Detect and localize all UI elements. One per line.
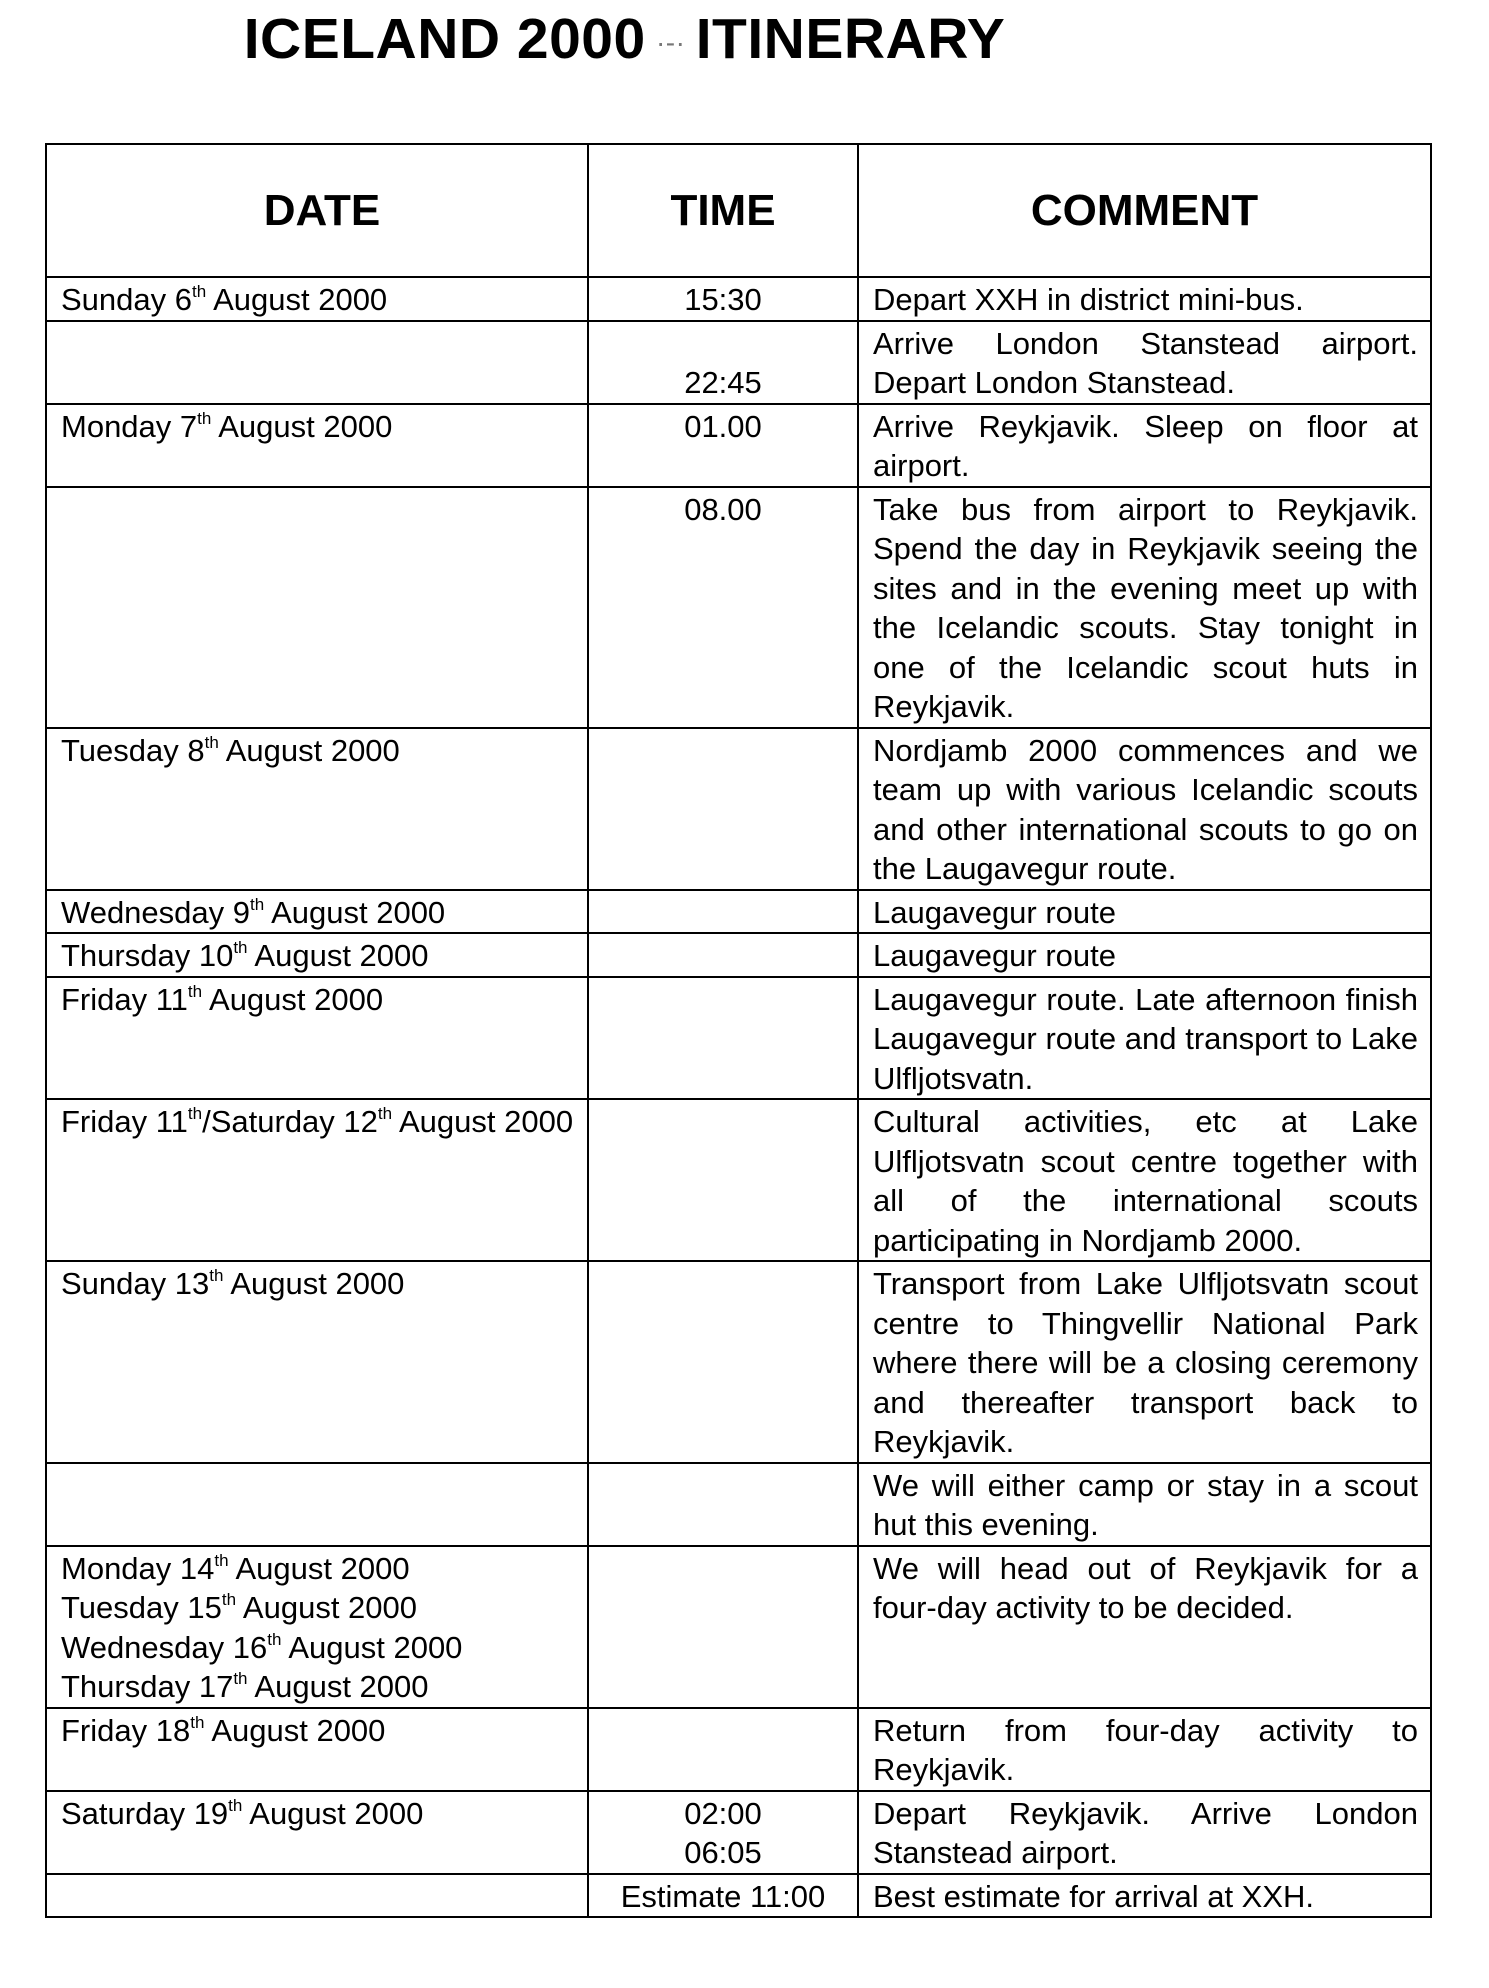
ordinal-suffix: th bbox=[221, 1590, 237, 1609]
table-row bbox=[46, 1874, 1431, 1918]
comment-cell: Arrive London Stanstead airport. Depart London Stanstead. bbox=[858, 321, 1431, 404]
time-text: 02:00 bbox=[684, 1795, 762, 1831]
table-row bbox=[46, 1708, 1431, 1791]
date-text bbox=[61, 1264, 575, 1304]
table-row bbox=[46, 1791, 1431, 1874]
comment-cell: Take bus from airport to Reykjavik. Spend the day in Reykjavik seeing the sites and in the evening meet up with the Icelandic scouts. Stay tonight in one of the Icelandic scout huts in Reykjavik. bbox=[858, 487, 1431, 728]
ordinal-suffix: th bbox=[233, 1669, 248, 1688]
date-text bbox=[61, 936, 575, 976]
time-cell bbox=[588, 933, 858, 977]
table-row bbox=[46, 728, 1431, 890]
time-cell bbox=[588, 277, 858, 321]
table-row bbox=[46, 487, 1431, 728]
date-text bbox=[61, 407, 575, 447]
date-fragment: August 2000 bbox=[202, 981, 384, 1017]
date-fragment: Sunday 13 bbox=[61, 1266, 210, 1301]
date-cell bbox=[46, 977, 588, 1100]
date-column-header: DATE bbox=[46, 144, 588, 277]
ordinal-suffix: th bbox=[214, 1550, 229, 1570]
title-left: ICELAND 200 bbox=[243, 7, 614, 71]
date-fragment: August 2000 bbox=[281, 1629, 463, 1665]
time-column-header: TIME bbox=[588, 144, 858, 277]
time-cell bbox=[588, 1261, 858, 1463]
date-fragment: Thursday 17 bbox=[61, 1669, 234, 1704]
time-text: 06:05 bbox=[684, 1835, 762, 1870]
time-cell bbox=[588, 1874, 858, 1918]
time-cell bbox=[588, 404, 858, 487]
date-cell bbox=[46, 277, 588, 321]
date-fragment: Friday 11 bbox=[61, 981, 188, 1017]
date-cell bbox=[46, 321, 588, 404]
ordinal-suffix: th bbox=[204, 732, 219, 752]
table-row bbox=[46, 1463, 1431, 1546]
time-text bbox=[593, 324, 853, 364]
date-cell bbox=[46, 1791, 588, 1874]
itinerary-body bbox=[46, 277, 1431, 1917]
table-row bbox=[46, 1099, 1431, 1261]
date-cell bbox=[46, 1463, 588, 1546]
date-cell bbox=[46, 933, 588, 977]
date-cell bbox=[46, 728, 588, 890]
date-text bbox=[61, 1667, 575, 1707]
date-cell bbox=[46, 1261, 588, 1463]
ordinal-suffix: th bbox=[228, 1795, 243, 1815]
date-fragment: August 2000 bbox=[236, 1590, 418, 1625]
time-text: 08.00 bbox=[684, 491, 762, 527]
comment-cell: Laugavegur route bbox=[858, 933, 1431, 977]
date-text bbox=[61, 893, 575, 933]
ordinal-suffix: th bbox=[187, 981, 203, 1001]
ordinal-suffix: th bbox=[187, 1104, 203, 1123]
date-text bbox=[61, 731, 575, 771]
date-text bbox=[61, 1711, 575, 1751]
table-row bbox=[46, 321, 1431, 404]
time-text: Estimate 11:00 bbox=[620, 1878, 826, 1914]
time-cell bbox=[588, 321, 858, 404]
date-cell bbox=[46, 1708, 588, 1791]
date-fragment: Tuesday 15 bbox=[61, 1590, 222, 1625]
table-row bbox=[46, 933, 1431, 977]
comment-column-header: COMMENT bbox=[858, 144, 1431, 277]
ordinal-suffix: th bbox=[233, 938, 248, 957]
date-cell bbox=[46, 404, 588, 487]
ordinal-suffix: th bbox=[197, 408, 212, 428]
date-text bbox=[61, 1628, 575, 1668]
ink-smudge-icon: ·-· bbox=[655, 26, 686, 58]
comment-cell: Nordjamb 2000 commences and we team up with various Icelandic scouts and other international scouts to go on the Laugavegur route. bbox=[858, 728, 1431, 890]
comment-cell: Arrive Reykjavik. Sleep on floor at airport. bbox=[858, 404, 1431, 487]
table-row bbox=[46, 404, 1431, 487]
time-cell bbox=[588, 1791, 858, 1874]
time-cell bbox=[588, 1708, 858, 1791]
date-fragment: Friday 18 bbox=[61, 1712, 191, 1748]
date-cell bbox=[46, 1099, 588, 1261]
page-title bbox=[0, 6, 1369, 72]
date-cell bbox=[46, 487, 588, 728]
date-fragment: August 2000 bbox=[247, 1669, 429, 1704]
time-text: 01.00 bbox=[684, 408, 762, 444]
time-cell bbox=[588, 977, 858, 1100]
date-fragment: August 2000 bbox=[204, 1712, 386, 1748]
date-fragment: Thursday 10 bbox=[61, 938, 234, 973]
table-row bbox=[46, 1546, 1431, 1708]
date-cell bbox=[46, 1546, 588, 1708]
time-cell bbox=[588, 728, 858, 890]
date-cell bbox=[46, 1874, 588, 1918]
table-row bbox=[46, 977, 1431, 1100]
comment-cell: Return from four-day activity to Reykjavik. bbox=[858, 1708, 1431, 1791]
date-fragment: Saturday 19 bbox=[61, 1795, 229, 1831]
time-text: 15:30 bbox=[684, 282, 762, 317]
comment-cell: We will head out of Reykjavik for a four-day activity to be decided. bbox=[858, 1546, 1431, 1708]
table-row bbox=[46, 1261, 1431, 1463]
date-fragment: August 2000 bbox=[206, 282, 388, 317]
date-fragment: August 2000 bbox=[211, 408, 393, 444]
time-cell bbox=[588, 1546, 858, 1708]
date-fragment: Sunday 6 bbox=[61, 282, 192, 317]
time-text: 22:45 bbox=[684, 365, 762, 400]
itinerary-table bbox=[45, 143, 1432, 1918]
comment-cell: Laugavegur route bbox=[858, 890, 1431, 934]
time-cell bbox=[588, 487, 858, 728]
date-text bbox=[61, 1588, 575, 1628]
date-text bbox=[61, 980, 575, 1020]
date-cell bbox=[46, 890, 588, 934]
date-text bbox=[61, 1794, 575, 1834]
ordinal-suffix: th bbox=[267, 1629, 282, 1649]
table-row bbox=[46, 277, 1431, 321]
date-text bbox=[61, 1549, 575, 1589]
comment-cell: Laugavegur route. Late afternoon finish Laugavegur route and transport to Lake Ulfljotsvatn. bbox=[858, 977, 1431, 1100]
time-cell bbox=[588, 1463, 858, 1546]
title-right: ITINERARY bbox=[695, 7, 1006, 71]
date-fragment: Tuesday 8 bbox=[61, 732, 205, 768]
ordinal-suffix: th bbox=[192, 282, 207, 301]
date-fragment: Wednesday 9 bbox=[61, 894, 250, 930]
date-text bbox=[61, 1102, 575, 1142]
date-fragment: August 2000 bbox=[242, 1795, 424, 1831]
comment-cell: Transport from Lake Ulfljotsvatn scout centre to Thingvellir National Park where there will be a closing ceremony and thereafter transport back to Reykjavik. bbox=[858, 1261, 1431, 1463]
date-fragment: Friday 11 bbox=[61, 1104, 188, 1139]
ordinal-suffix: th bbox=[190, 1712, 205, 1732]
date-fragment: August 2000 bbox=[392, 1104, 574, 1139]
date-text bbox=[61, 280, 575, 320]
ordinal-suffix: th bbox=[209, 1266, 224, 1285]
comment-cell: Depart Reykjavik. Arrive London Stanstead airport. bbox=[858, 1791, 1431, 1874]
comment-cell: We will either camp or stay in a scout hut this evening. bbox=[858, 1463, 1431, 1546]
date-fragment: August 2000 bbox=[247, 938, 429, 973]
time-cell bbox=[588, 890, 858, 934]
comment-cell: Cultural activities, etc at Lake Ulfljotsvatn scout centre together with all of the international scouts participating in Nordjamb 2000. bbox=[858, 1099, 1431, 1261]
date-fragment: /Saturday 12 bbox=[202, 1104, 378, 1139]
date-fragment: August 2000 bbox=[223, 1266, 405, 1301]
date-fragment: Monday 7 bbox=[61, 408, 198, 444]
date-fragment: August 2000 bbox=[264, 894, 446, 930]
ordinal-suffix: th bbox=[250, 894, 265, 914]
ordinal-suffix: th bbox=[377, 1104, 393, 1123]
date-fragment: August 2000 bbox=[228, 1550, 410, 1586]
title-smudge-digit: 0 bbox=[613, 7, 646, 71]
date-fragment: Monday 14 bbox=[61, 1550, 215, 1586]
date-fragment: Wednesday 16 bbox=[61, 1629, 268, 1665]
comment-cell: Depart XXH in district mini-bus. bbox=[858, 277, 1431, 321]
header-row bbox=[46, 144, 1431, 277]
date-fragment: August 2000 bbox=[218, 732, 400, 768]
comment-cell: Best estimate for arrival at XXH. bbox=[858, 1874, 1431, 1918]
table-row bbox=[46, 890, 1431, 934]
time-cell bbox=[588, 1099, 858, 1261]
